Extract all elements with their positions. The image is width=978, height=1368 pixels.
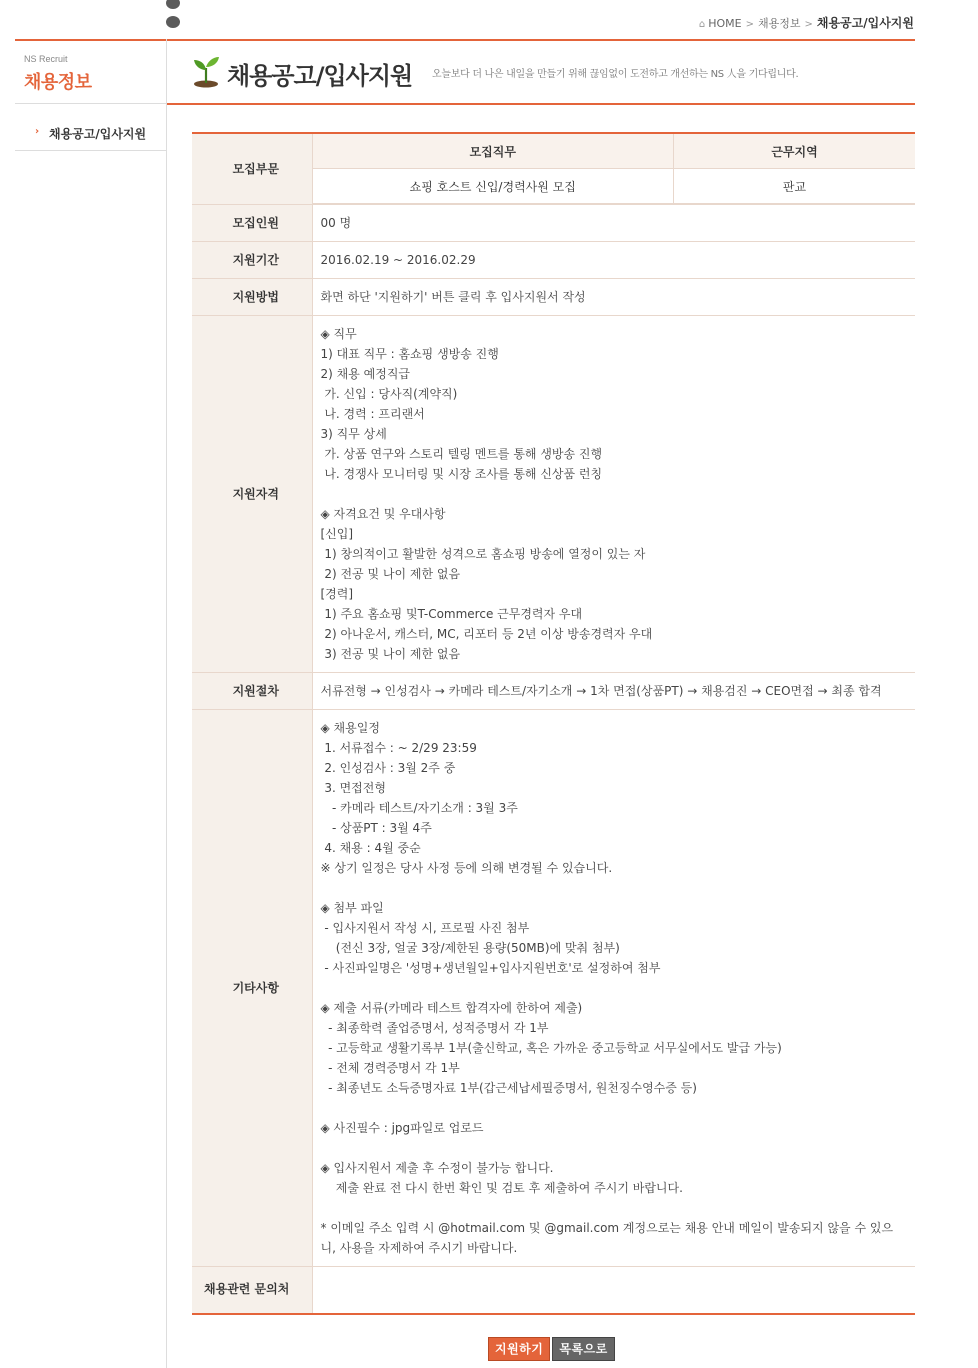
column-divider bbox=[166, 39, 167, 1368]
home-icon: ⌂ bbox=[698, 19, 706, 30]
contact-label: 채용관련 문의처 bbox=[192, 1267, 312, 1314]
period-value: 2016.02.19 ~ 2016.02.29 bbox=[320, 253, 476, 267]
table-row bbox=[192, 242, 915, 279]
table-row bbox=[192, 133, 915, 205]
headcount-value: 00 명 bbox=[320, 216, 352, 230]
top-decoration bbox=[166, 0, 222, 6]
table-row bbox=[192, 205, 915, 242]
job-header: 모집직무 bbox=[313, 134, 674, 169]
etc-value: ◈ 채용일정 1. 서류접수 : ~ 2/29 23:59 2. 인성검사 : 3월 2주 중 3. 면접전형 - 카메라 테스트/자기소개 : 3월 3주 - 상품PT : 3월 4주 4. 채용 : 4월 중순 ※ 상기 일정은 당사 사정 등에 의해 변경될 수 있습니다. ◈ 첨부 파일 - 입사지원서 작성 시, 프로필 사진 첨부 (전신 3장, 얼굴 3장/제한된 용량(50MB)에 맞춰 첨부) - 사진파일명은 '성명+생년월일+입사지원번호'로 설정하여 첨부 ◈ 제출 서류(카메라 테스트 합격자에 한하여 제출) - 최종학력 졸업증명서, 성적증명서 각 1부 - 고등학교 생활기록부 1부(출신학교, 혹은 가까운 중고등학교 서무실에서도 발급 가능) - 전체 경력증명서 각 1부 - 최종년도 소득증명자료 1부(갑근세납세필증명서, 원천징수영수증 등) ◈ 사진필수 : jpg파일로 업로드 ◈ 입사지원서 제출 후 수정이 불가능 합니다. 제출 완료 전 다시 한번 확인 및 검토 후 제출하여 주시기 바랍니다. * 이메일 주소 입력 시 @hotmail.com 및 @gmail.com 계정으로는 채용 안내 메일이 발송되지 않을 수 있으니, 사용을 자제하여 주시기 바랍니다. bbox=[320, 721, 894, 1255]
region-header: 근무지역 bbox=[674, 134, 916, 169]
period-label: 지원기간 bbox=[192, 242, 312, 279]
etc-label: 기타사항 bbox=[192, 710, 312, 1267]
table-row bbox=[192, 673, 915, 710]
table-row bbox=[192, 1267, 915, 1314]
job-value: 쇼핑 호스트 신입/경력사원 모집 bbox=[313, 169, 674, 204]
sidebar-header bbox=[15, 39, 166, 104]
table-row bbox=[192, 710, 915, 1267]
table-row bbox=[192, 279, 915, 316]
contact-value bbox=[312, 1267, 915, 1314]
method-label: 지원방법 bbox=[192, 279, 312, 316]
action-buttons bbox=[488, 1337, 617, 1361]
breadcrumb-home[interactable]: HOME bbox=[708, 17, 742, 30]
method-value: 화면 하단 '지원하기' 버튼 클릭 후 입사지원서 작성 bbox=[320, 290, 586, 304]
breadcrumb bbox=[699, 15, 914, 33]
breadcrumb-level1[interactable]: 채용정보 bbox=[757, 17, 801, 30]
sidebar-item-label: 채용공고/입사지원 bbox=[49, 127, 147, 141]
sidebar-item-job-posting[interactable] bbox=[15, 124, 166, 151]
chevron-right-icon: > bbox=[804, 19, 813, 30]
page-header bbox=[167, 39, 915, 105]
process-value: 서류전형 → 인성검사 → 카메라 테스트/자기소개 → 1차 면접(상품PT) → 채용검진 → CEO면접 → 최종 합격 bbox=[320, 684, 882, 698]
page-title: 채용공고/입사지원 bbox=[227, 62, 413, 90]
page-description: 오늘보다 더 나은 내일을 만들기 위해 끊임없이 도전하고 개선하는 NS 人을 기다립니다. bbox=[432, 69, 799, 80]
list-button[interactable]: 목록으로 bbox=[552, 1337, 614, 1361]
breadcrumb-current: 채용공고/입사지원 bbox=[816, 16, 914, 30]
qualification-value: ◈ 직무 1) 대표 직무 : 홈쇼핑 생방송 진행 2) 채용 예정직급 가. 신입 : 당사직(계약직) 나. 경력 : 프리랜서 3) 직무 상세 가. 상품 연구와 스토리 텔링 멘트를 통해 생방송 진행 나. 경쟁사 모니터링 및 시장 조사를 통해 신상품 런칭 ◈ 자격요건 및 우대사항 [신입] 1) 창의적이고 활발한 성격으로 홈쇼핑 방송에 열정이 있는 자 2) 전공 및 나이 제한 없음 [경력] 1) 주요 홈쇼핑 및T-Commerce 근무경력자 우대 2) 아나운서, 캐스터, MC, 리포터 등 2년 이상 방송경력자 우대 3) 전공 및 나이 제한 없음 bbox=[320, 327, 653, 661]
process-label: 지원절차 bbox=[192, 673, 312, 710]
region-value: 판교 bbox=[782, 179, 807, 194]
apply-button[interactable]: 지원하기 bbox=[488, 1337, 550, 1361]
sidebar-subtitle: NS Recruit bbox=[24, 54, 68, 64]
sidebar-title: 채용정보 bbox=[24, 72, 92, 93]
qualification-label: 지원자격 bbox=[192, 316, 312, 673]
chevron-right-icon: > bbox=[745, 19, 754, 30]
department-label: 모집부문 bbox=[192, 133, 312, 205]
department-inner-table bbox=[313, 134, 916, 204]
headcount-label: 모집인원 bbox=[192, 205, 312, 242]
table-row bbox=[192, 316, 915, 673]
chevron-right-icon: › bbox=[35, 126, 40, 137]
sprout-icon bbox=[191, 54, 221, 88]
job-posting-table bbox=[192, 132, 915, 1315]
sidebar bbox=[15, 39, 166, 151]
department-cell bbox=[312, 133, 915, 205]
